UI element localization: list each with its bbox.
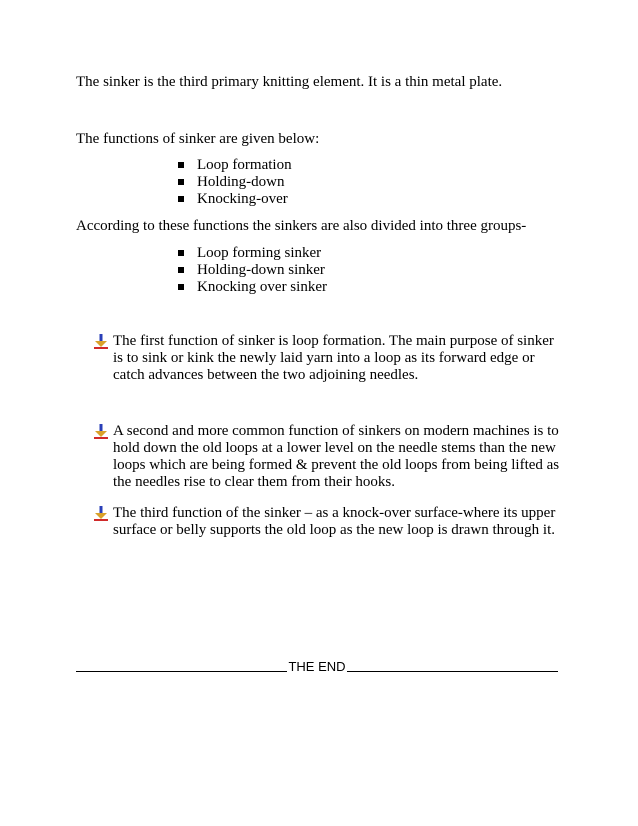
point-text: A second and more common function of sinkers on modern machines is to hold down the old loops at a lower level on the needle stems than the new loops which are being formed & prevent the old loops from being lifted as the needles rise to clear them from their hooks. xyxy=(113,423,560,490)
list-item: Loop forming sinker xyxy=(178,245,327,262)
square-bullet-icon xyxy=(178,267,184,273)
point-item xyxy=(94,333,564,384)
footer-text: THE END xyxy=(288,659,346,674)
list-item: Holding-down xyxy=(178,174,292,191)
point-text: The third function of the sinker – as a knock-over surface-where its upper surface or belly supports the old loop as the new loop is drawn through it. xyxy=(113,505,556,538)
footer-the-end xyxy=(76,656,558,674)
square-bullet-icon xyxy=(178,196,184,202)
list-item: Loop formation xyxy=(178,157,292,174)
list-item: Holding-down sinker xyxy=(178,262,327,279)
square-bullet-icon xyxy=(178,250,184,256)
groups-list xyxy=(178,245,327,296)
square-bullet-icon xyxy=(178,284,184,290)
square-bullet-icon xyxy=(178,162,184,168)
down-arrow-bullet-icon xyxy=(94,334,108,350)
list-item: Knocking-over xyxy=(178,191,292,208)
left-rule xyxy=(76,671,287,672)
down-arrow-bullet-icon xyxy=(94,424,108,440)
groups-heading: According to these functions the sinkers are also divided into three groups- xyxy=(76,218,527,234)
square-bullet-icon xyxy=(178,179,184,185)
right-rule xyxy=(347,671,558,672)
point-text: The first function of sinker is loop formation. The main purpose of sinker is to sink or kink the newly laid yarn into a loop as its forward edge or catch advances between the two adjoining needles. xyxy=(113,333,554,383)
list-item: Knocking over sinker xyxy=(178,279,327,296)
intro-paragraph: The sinker is the third primary knitting element. It is a thin metal plate. xyxy=(76,74,503,90)
down-arrow-bullet-icon xyxy=(94,506,108,522)
point-item xyxy=(94,423,564,491)
point-item xyxy=(94,505,564,539)
functions-heading: The functions of sinker are given below: xyxy=(76,131,320,147)
functions-list xyxy=(178,157,292,208)
